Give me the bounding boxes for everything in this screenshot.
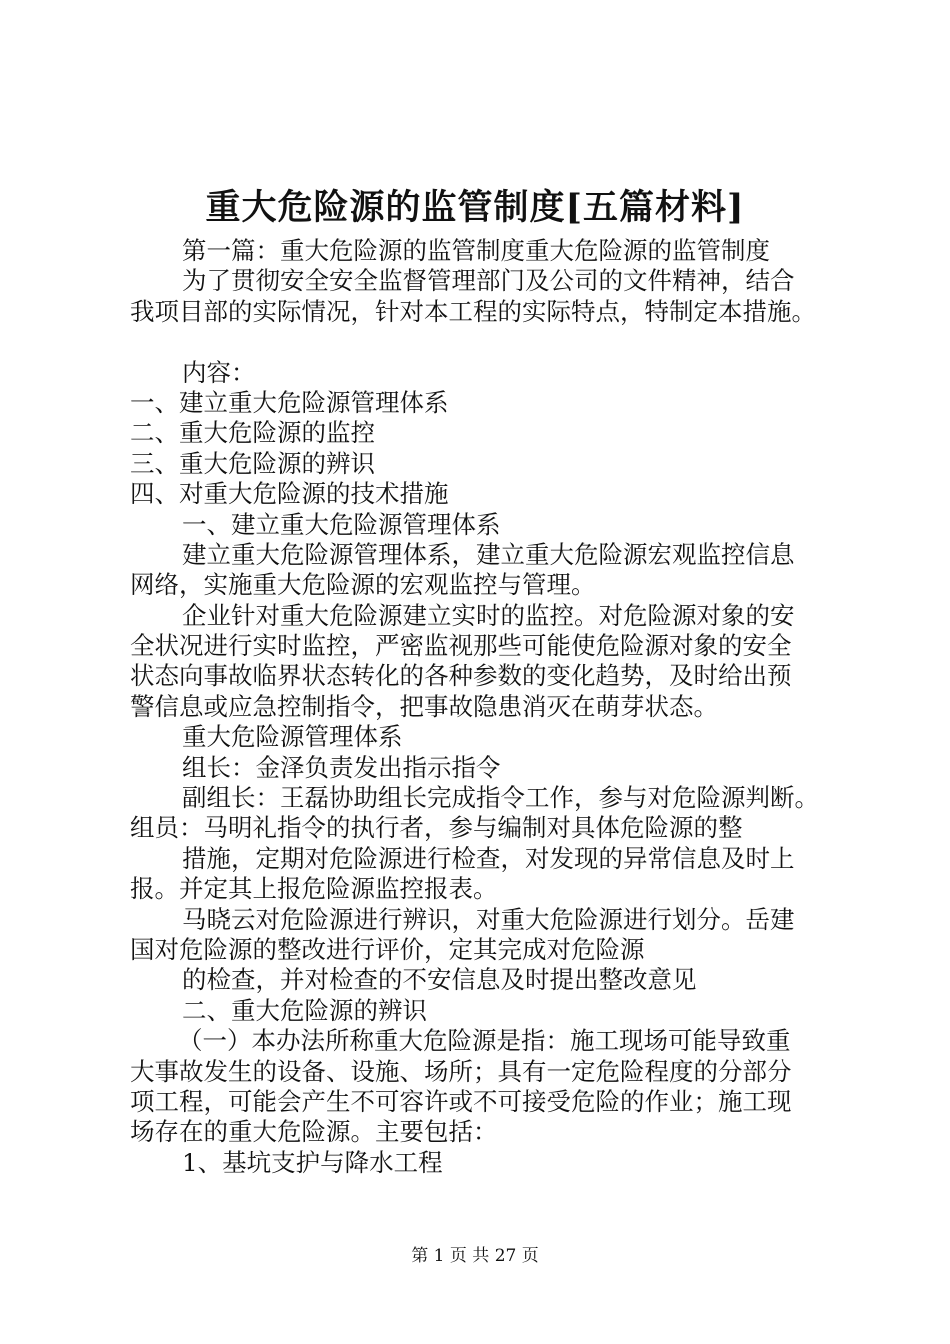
paragraph-line: 副组长：王磊协助组长完成指令工作，参与对危险源判断。 xyxy=(182,783,819,813)
paragraph-line: 组长：金泽负责发出指示指令 xyxy=(182,752,501,782)
paragraph-line: 状态向事故临界状态转化的各种参数的变化趋势，及时给出预 xyxy=(130,661,792,691)
section-heading: 一、建立重大危险源管理体系 xyxy=(182,509,501,539)
paragraph-line: 组员：马明礼指令的执行者，参与编制对具体危险源的整 xyxy=(130,813,743,843)
paragraph-line: 我项目部的实际情况，针对本工程的实际特点，特制定本措施。 xyxy=(130,296,816,326)
paragraph-line: 国对危险源的整改进行评价，定其完成对危险源 xyxy=(130,934,645,964)
paragraph-line: （一）本办法所称重大危险源是指：施工现场可能导致重 xyxy=(178,1026,791,1056)
paragraph-line: 项工程，可能会产生不可容许或不可接受危险的作业；施工现 xyxy=(130,1086,792,1116)
blank-line xyxy=(130,327,850,357)
contents-item: 二、重大危险源的监控 xyxy=(130,418,375,448)
paragraph-line: 报。并定其上报危险源监控报表。 xyxy=(130,874,498,904)
paragraph-line: 大事故发生的设备、设施、场所；具有一定危险程度的分部分 xyxy=(130,1056,792,1086)
document-title: 重大危险源的监管制度[五篇材料] xyxy=(205,187,745,228)
list-item: 1、基坑支护与降水工程 xyxy=(182,1147,443,1177)
paragraph-line: 场存在的重大危险源。主要包括： xyxy=(130,1117,498,1147)
paragraph-line: 警信息或应急控制指令，把事故隐患消灭在萌芽状态。 xyxy=(130,691,718,721)
paragraph-line: 企业针对重大危险源建立实时的监控。对危险源对象的安 xyxy=(182,600,795,630)
paragraph-line: 的检查，并对检查的不安信息及时提出整改意见 xyxy=(182,965,697,995)
section-heading: 重大危险源管理体系 xyxy=(182,722,403,752)
paragraph-line: 网络，实施重大危险源的宏观监控与管理。 xyxy=(130,570,596,600)
section-heading: 二、重大危险源的辨识 xyxy=(182,995,427,1025)
paragraph-line: 为了贯彻安全安全监督管理部门及公司的文件精神，结合 xyxy=(182,266,795,296)
section-heading: 第一篇：重大危险源的监管制度重大危险源的监管制度 xyxy=(182,236,770,265)
paragraph-line: 措施，定期对危险源进行检查，对发现的异常信息及时上 xyxy=(182,843,795,873)
contents-item: 三、重大危险源的辨识 xyxy=(130,448,375,478)
contents-item: 四、对重大危险源的技术措施 xyxy=(130,479,449,509)
paragraph-line: 马晓云对危险源进行辨识，对重大危险源进行划分。岳建 xyxy=(182,904,795,934)
contents-heading: 内容： xyxy=(182,357,256,387)
paragraph-line: 建立重大危险源管理体系，建立重大危险源宏观监控信息 xyxy=(182,539,795,569)
contents-item: 一、建立重大危险源管理体系 xyxy=(130,387,449,417)
page-number: 第 1 页 共 27 页 xyxy=(411,1246,539,1266)
document-body xyxy=(130,236,850,1178)
paragraph-line: 全状况进行实时监控，严密监视那些可能使危险源对象的安全 xyxy=(130,631,792,661)
